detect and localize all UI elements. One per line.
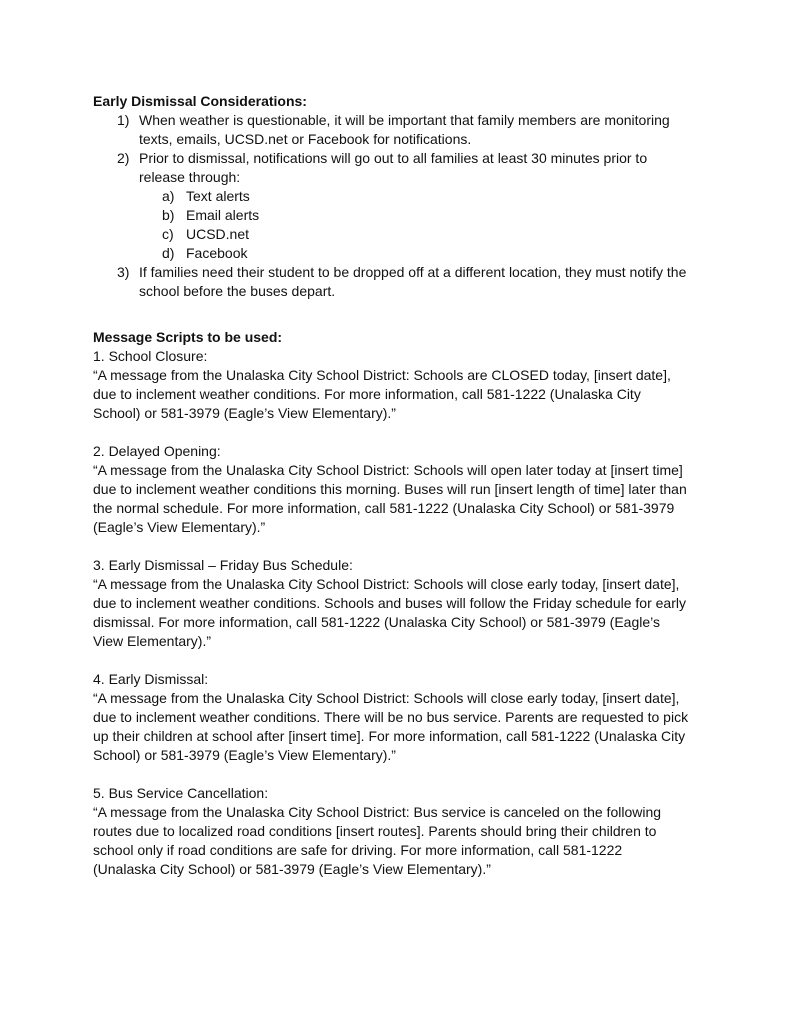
sub-item-text: UCSD.net (186, 226, 250, 242)
script-line: due to inclement weather conditions this morning. Buses will run [insert length of time] later than (93, 481, 687, 497)
script-title: 2. Delayed Opening: (93, 443, 221, 459)
sub-item-letter: d) (162, 245, 175, 261)
message-scripts (93, 347, 713, 879)
considerations-heading: Early Dismissal Considerations: (93, 93, 307, 109)
script-line: due to inclement weather conditions. Schools and buses will follow the Friday schedule for early (93, 595, 686, 611)
sub-item-letter: b) (162, 207, 175, 223)
document-page (93, 92, 713, 898)
message-script (93, 442, 713, 537)
script-line: dismissal. For more information, call 581-1222 (Unalaska City School) or 581-3979 (Eagle’s (93, 614, 660, 630)
script-line: School) or 581-3979 (Eagle’s View Elementary).” (93, 747, 396, 763)
list-item (93, 263, 713, 301)
script-line: (Eagle’s View Elementary).” (93, 519, 266, 535)
script-line: “A message from the Unalaska City School District: Schools are CLOSED today, [insert date], (93, 367, 671, 383)
script-line: View Elementary).” (93, 633, 212, 649)
list-item (93, 111, 713, 149)
script-line: School) or 581-3979 (Eagle’s View Elementary).” (93, 405, 396, 421)
sub-item-text: Text alerts (186, 188, 250, 204)
list-item (93, 149, 713, 187)
script-line: the normal schedule. For more information, call 581-1222 (Unalaska City School) or 581-3979 (93, 500, 675, 516)
sub-list-item (93, 225, 713, 244)
item-line: release through: (139, 169, 241, 185)
script-line: due to inclement weather conditions. There will be no bus service. Parents are requested to pick (93, 709, 689, 725)
item-number: 3) (117, 264, 130, 280)
script-line: school only if road conditions are safe for driving. For more information, call 581-1222 (93, 842, 623, 858)
script-line: due to inclement weather conditions. For more information, call 581-1222 (Unalaska City (93, 386, 641, 402)
scripts-heading: Message Scripts to be used: (93, 329, 283, 345)
sub-item-text: Email alerts (186, 207, 260, 223)
script-line: “A message from the Unalaska City School District: Schools will close early today, [insert date], (93, 576, 680, 592)
sub-list-item (93, 206, 713, 225)
script-title: 4. Early Dismissal: (93, 671, 209, 687)
sub-item-letter: a) (162, 188, 175, 204)
item-number: 1) (117, 112, 130, 128)
script-line: up their children at school after [insert time]. For more information, call 581-1222 (Unalaska City (93, 728, 686, 744)
script-title: 3. Early Dismissal – Friday Bus Schedule: (93, 557, 353, 573)
message-script (93, 670, 713, 765)
sub-item-letter: c) (162, 226, 174, 242)
item-line: school before the buses depart. (139, 283, 336, 299)
script-line: (Unalaska City School) or 581-3979 (Eagle’s View Elementary).” (93, 861, 491, 877)
message-script (93, 556, 713, 651)
item-line: If families need their student to be dropped off at a different location, they must notify the (139, 264, 687, 280)
script-line: “A message from the Unalaska City School District: Schools will close early today, [insert date], (93, 690, 680, 706)
item-number: 2) (117, 150, 130, 166)
script-title: 5. Bus Service Cancellation: (93, 785, 269, 801)
script-line: “A message from the Unalaska City School District: Bus service is canceled on the following (93, 804, 662, 820)
sub-item-text: Facebook (186, 245, 248, 261)
sub-list-item (93, 187, 713, 206)
sub-list-item (93, 244, 713, 263)
item-line: When weather is questionable, it will be important that family members are monitoring (139, 112, 670, 128)
item-line: Prior to dismissal, notifications will go out to all families at least 30 minutes prior to (139, 150, 648, 166)
script-line: “A message from the Unalaska City School District: Schools will open later today at [insert time] (93, 462, 683, 478)
message-script (93, 347, 713, 423)
item-line: texts, emails, UCSD.net or Facebook for notifications. (139, 131, 472, 147)
script-title: 1. School Closure: (93, 348, 208, 364)
message-script (93, 784, 713, 879)
script-line: routes due to localized road conditions [insert routes]. Parents should bring their children to (93, 823, 657, 839)
